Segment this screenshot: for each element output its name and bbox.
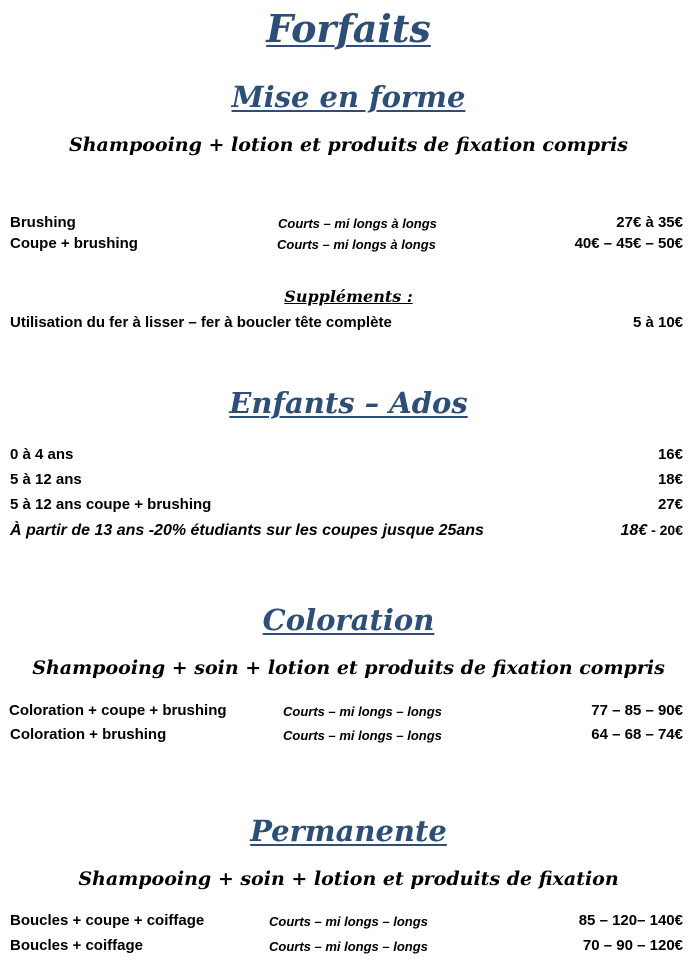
age-price: 16€ xyxy=(657,446,683,463)
service-price: 27€ à 35€ xyxy=(616,214,683,231)
service-name: Boucles + coupe + coiffage xyxy=(10,912,205,929)
service-length: Courts – mi longs – longs xyxy=(269,939,428,954)
service-length: Courts – mi longs à longs xyxy=(278,216,437,231)
service-name: Boucles + coiffage xyxy=(10,937,143,954)
age-price: 18€ xyxy=(657,471,683,488)
student-price-rest: - 20€ xyxy=(647,522,683,538)
service-price: 64 – 68 – 74€ xyxy=(591,726,683,743)
student-discount: À partir de 13 ans -20% étudiants sur les coupes jusque 25ans xyxy=(10,522,484,539)
section-heading-permanente: Permanente xyxy=(250,814,447,848)
service-length: Courts – mi longs – longs xyxy=(269,914,428,929)
service-name: Coupe + brushing xyxy=(10,235,138,252)
service-price: 77 – 85 – 90€ xyxy=(591,702,683,719)
service-length: Courts – mi longs à longs xyxy=(277,237,436,252)
service-price: 40€ – 45€ – 50€ xyxy=(574,235,683,252)
supplement-name: Utilisation du fer à lisser – fer à boucler tête complète xyxy=(10,314,392,331)
section-heading-enfants-ados: Enfants – Ados xyxy=(229,386,468,420)
service-length: Courts – mi longs – longs xyxy=(283,704,442,719)
age-range: 0 à 4 ans xyxy=(10,446,74,463)
service-name: Coloration + brushing xyxy=(10,726,167,743)
section-heading-mise-en-forme: Mise en forme xyxy=(231,80,466,114)
service-name: Brushing xyxy=(10,214,76,231)
section-subtitle-permanente: Shampooing + soin + lotion et produits de fixation xyxy=(78,868,619,890)
age-price: 27€ xyxy=(657,496,683,513)
student-price xyxy=(620,522,683,540)
service-price: 85 – 120– 140€ xyxy=(578,912,683,929)
age-range: 5 à 12 ans xyxy=(10,471,82,488)
section-subtitle-coloration: Shampooing + soin + lotion et produits de fixation compris xyxy=(32,657,665,679)
section-heading-coloration: Coloration xyxy=(262,603,435,637)
supplements-heading: Suppléments : xyxy=(284,287,413,306)
page-title: Forfaits xyxy=(266,6,431,51)
service-length: Courts – mi longs – longs xyxy=(283,728,442,743)
section-subtitle-mise-en-forme: Shampooing + lotion et produits de fixation compris xyxy=(69,134,628,156)
student-price-italic: 18€ xyxy=(620,522,648,539)
age-range: 5 à 12 ans coupe + brushing xyxy=(10,496,212,513)
service-price: 70 – 90 – 120€ xyxy=(582,937,683,954)
supplement-price: 5 à 10€ xyxy=(632,314,683,331)
service-name: Coloration + coupe + brushing xyxy=(9,702,227,719)
